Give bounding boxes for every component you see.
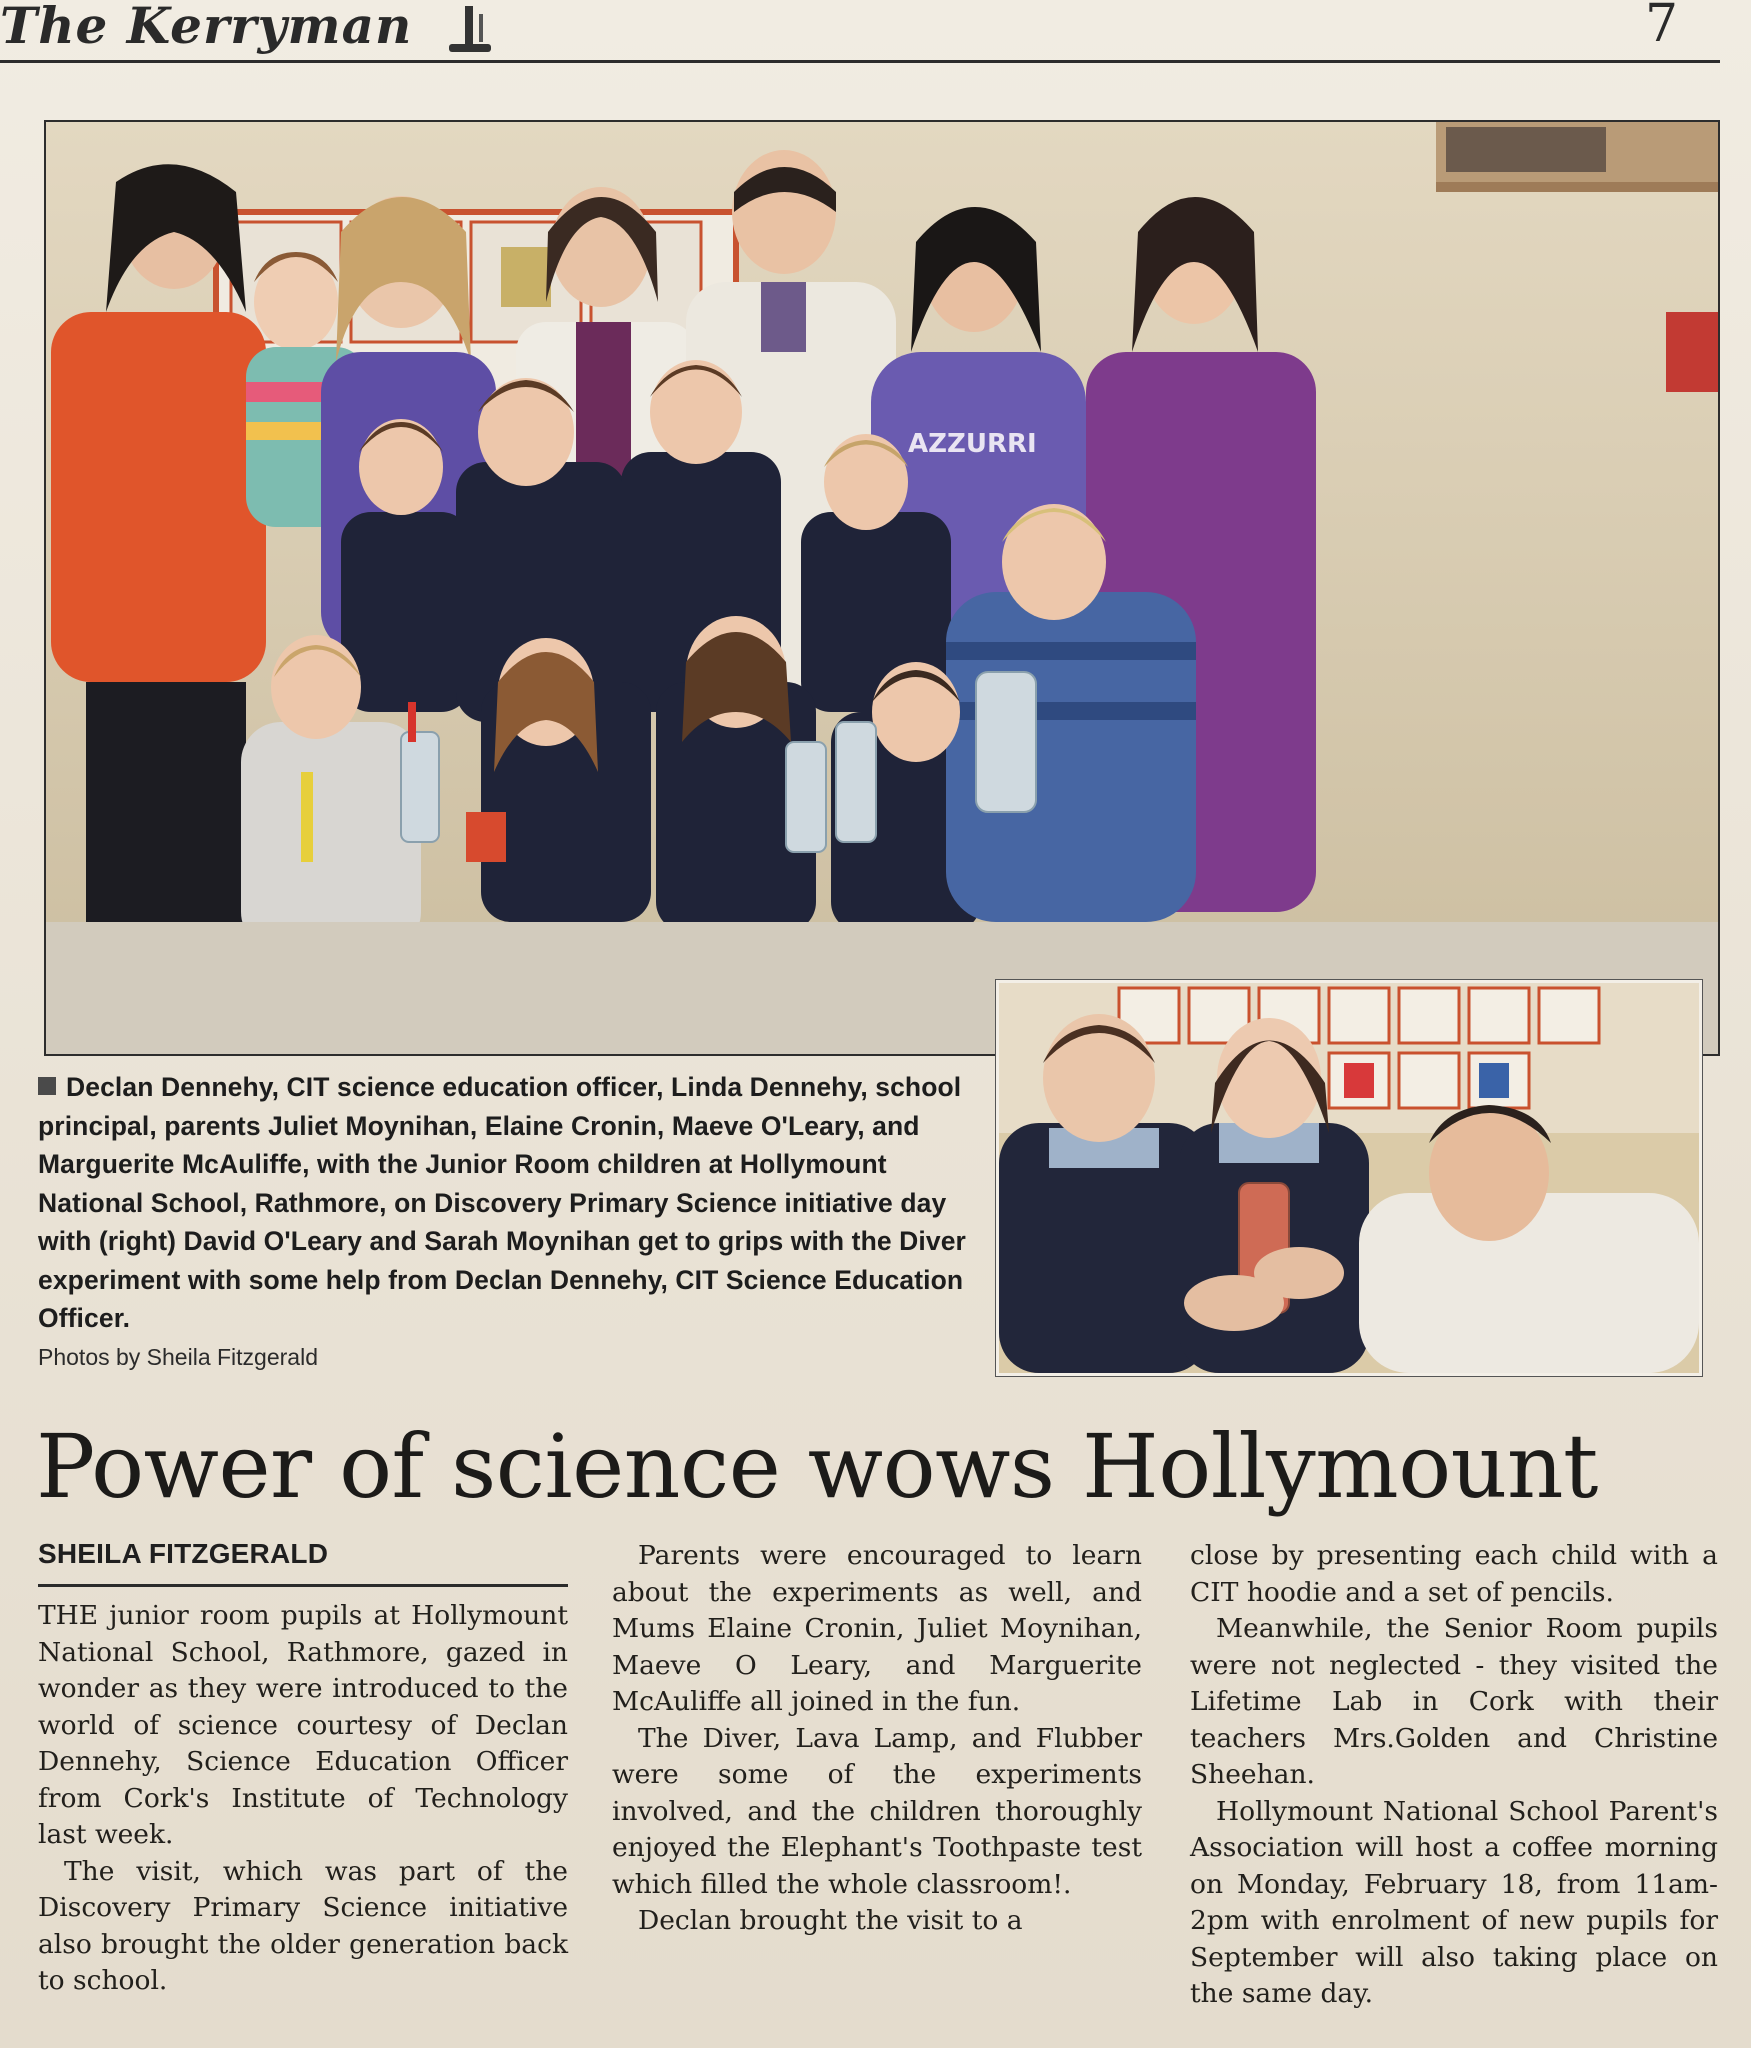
paragraph: close by presenting each child with a CIT hoodie and a set of pencils.	[1190, 1540, 1718, 1608]
article-column-1	[38, 1598, 568, 2000]
paragraph: Meanwhile, the Senior Room pupils were not neglected - they visited the Lifetime Lab in Cork with their teachers Mrs.Golden and Christine Sheehan.	[1190, 1613, 1718, 1790]
paragraph: THE junior room pupils at Hollymount National School, Rathmore, gazed in wonder as they were introduced to the world of science courtesy of Declan Dennehy, Science Education Officer from Cork's Institute of Technology last week.	[38, 1600, 568, 1850]
article-column-2	[612, 1538, 1142, 1940]
photo-caption	[38, 1068, 978, 1338]
hoodie-text: AZZURRI	[908, 429, 1037, 459]
masthead-logo-icon	[445, 4, 495, 56]
caption-text: Declan Dennehy, CIT science education officer, Linda Dennehy, school principal, parents Juliet Moynihan, Elaine Cronin, Maeve O'Leary, and Marguerite McAuliffe, with the Junior Room children at Hollymount National School, Rathmore, on Discovery Primary Science initiative day with (right) David O'Leary and Sarah Moynihan get to grips with the Diver experiment with some help from Declan Dennehy, CIT Science Education Officer.	[38, 1072, 966, 1333]
photo-credit: Photos by Sheila Fitzgerald	[38, 1344, 318, 1370]
article-byline: SHEILA FITZGERALD	[38, 1538, 329, 1569]
paragraph: Declan brought the visit to a	[638, 1905, 1023, 1936]
byline-rule	[38, 1584, 568, 1587]
caption-bullet-icon	[38, 1077, 56, 1095]
paragraph: Hollymount National School Parent's Association will host a coffee morning on Monday, February 18, from 11am-2pm with enrolment of new pupils for September will also taking place on the same day.	[1190, 1795, 1718, 2009]
article-column-3	[1190, 1538, 1718, 2013]
paragraph: The Diver, Lava Lamp, and Flubber were some of the experiments involved, and the children thoroughly enjoyed the Elephant's Toothpaste test which filled the whole classroom!.	[612, 1722, 1142, 1900]
masthead-rule	[0, 60, 1720, 63]
paragraph: Parents were encouraged to learn about the experiments as well, and Mums Elaine Cronin, Juliet Moynihan, Maeve O Leary, and Marguerite McAuliffe all joined in the fun.	[612, 1540, 1142, 1717]
page-number: 7	[1645, 0, 1679, 54]
masthead-title: The Kerryman	[0, 0, 413, 55]
paragraph: The visit, which was part of the Discovery Primary Science initiative also brought the older generation back to school.	[38, 1855, 568, 1996]
inset-photo	[996, 980, 1702, 1376]
article-headline: Power of science wows Hollymount	[36, 1415, 1598, 1518]
group-photo	[44, 120, 1720, 1056]
masthead	[0, 0, 1751, 70]
